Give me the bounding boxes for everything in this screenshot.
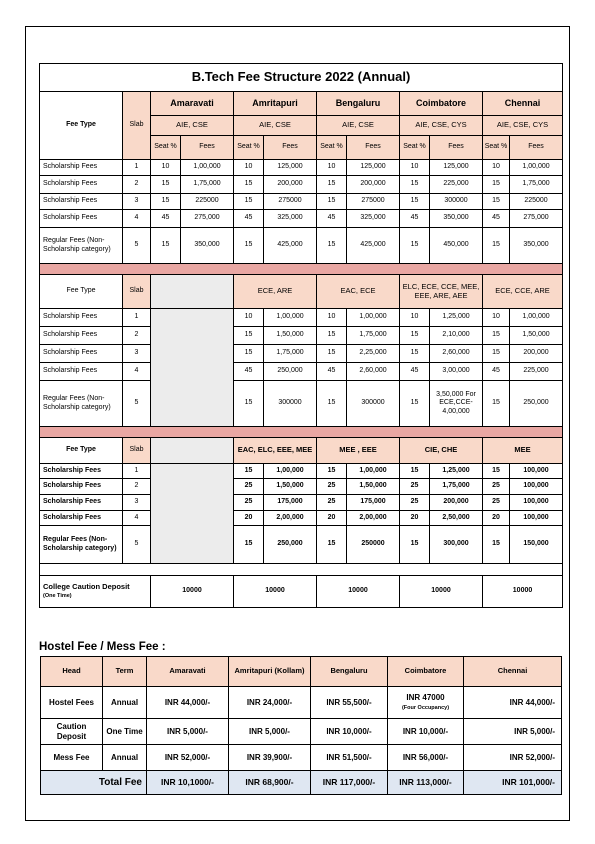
seat-cell: 15 bbox=[317, 327, 347, 345]
fees-header: Fees bbox=[347, 136, 400, 160]
seat-cell: 10 bbox=[317, 160, 347, 176]
table-row bbox=[40, 381, 563, 427]
fee-cell: 1,25,000 bbox=[430, 464, 483, 479]
slab-cell: 2 bbox=[123, 479, 151, 495]
seat-header: Seat % bbox=[483, 136, 510, 160]
fee-cell: 225000 bbox=[181, 194, 234, 210]
fee-cell: 300,000 bbox=[430, 526, 483, 564]
occupancy-note: (Four Occupancy) bbox=[401, 705, 450, 712]
seat-cell: 15 bbox=[317, 526, 347, 564]
separator-cell bbox=[40, 264, 563, 275]
fee-cell: 1,00,000 bbox=[264, 309, 317, 327]
seat-cell: 15 bbox=[483, 176, 510, 194]
hostel-value: INR 5,000/- bbox=[514, 726, 555, 736]
seat-cell: 25 bbox=[317, 495, 347, 511]
seat-cell: 45 bbox=[483, 210, 510, 228]
branch-header: ECE, CCE, ARE bbox=[483, 275, 563, 309]
table-row bbox=[40, 210, 563, 228]
slab-header: Slab bbox=[123, 275, 151, 309]
hostel-row bbox=[41, 687, 562, 719]
fee-cell: 3,50,000 For ECE,CCE- 4,00,000 bbox=[430, 381, 483, 427]
fee-cell: 2,10,000 bbox=[430, 327, 483, 345]
branch-header: AIE, CSE bbox=[234, 116, 317, 136]
fee-cell: 1,00,000 bbox=[347, 464, 400, 479]
seat-cell: 20 bbox=[483, 511, 510, 526]
fee-cell: 350,000 bbox=[430, 210, 483, 228]
seat-cell: 25 bbox=[400, 495, 430, 511]
fee-cell: 1,50,000 bbox=[347, 479, 400, 495]
total-value: INR 68,900/- bbox=[229, 771, 311, 795]
seat-cell: 10 bbox=[400, 309, 430, 327]
seat-cell: 15 bbox=[483, 526, 510, 564]
hostel-header-cell: Chennai bbox=[464, 657, 562, 687]
table-row bbox=[40, 194, 563, 210]
seat-cell: 45 bbox=[234, 363, 264, 381]
fee-type-cell: Regular Fees (Non-Scholarship category) bbox=[40, 526, 123, 564]
section-header-row bbox=[40, 438, 563, 464]
seat-cell: 15 bbox=[483, 345, 510, 363]
fee-cell: 300000 bbox=[264, 381, 317, 427]
hostel-value-cell bbox=[464, 687, 562, 719]
total-value: INR 10,1000/- bbox=[147, 771, 229, 795]
seat-cell: 45 bbox=[234, 210, 264, 228]
hostel-value-cell bbox=[388, 719, 464, 745]
seat-cell: 20 bbox=[234, 511, 264, 526]
seat-cell: 15 bbox=[400, 381, 430, 427]
fees-header: Fees bbox=[510, 136, 563, 160]
seat-cell: 15 bbox=[317, 194, 347, 210]
fee-cell: 1,00,000 bbox=[510, 160, 563, 176]
branch-header: EAC, ELC, EEE, MEE bbox=[234, 438, 317, 464]
slab-cell: 4 bbox=[123, 511, 151, 526]
fee-cell: 1,00,000 bbox=[264, 464, 317, 479]
seat-cell: 15 bbox=[234, 228, 264, 264]
hostel-header-cell: Head bbox=[41, 657, 103, 687]
seat-cell: 15 bbox=[234, 194, 264, 210]
seat-cell: 25 bbox=[234, 495, 264, 511]
seat-cell: 15 bbox=[483, 381, 510, 427]
seat-cell: 45 bbox=[317, 363, 347, 381]
seat-cell: 15 bbox=[483, 228, 510, 264]
fee-type-cell: Regular Fees (Non-Scholarship category) bbox=[40, 228, 123, 264]
table-row bbox=[40, 327, 563, 345]
hostel-head-cell: Caution Deposit bbox=[41, 719, 103, 745]
fee-cell: 250,000 bbox=[264, 363, 317, 381]
fee-cell: 200,000 bbox=[347, 176, 400, 194]
fee-cell: 425,000 bbox=[264, 228, 317, 264]
hostel-header-cell: Bengaluru bbox=[311, 657, 388, 687]
fee-cell: 100,000 bbox=[510, 464, 563, 479]
seat-cell: 15 bbox=[400, 228, 430, 264]
spacer-row bbox=[40, 564, 563, 576]
hostel-value: INR 10,000/- bbox=[326, 726, 372, 736]
fee-cell: 175,000 bbox=[264, 495, 317, 511]
empty-campus-cell bbox=[151, 309, 234, 427]
hostel-header-cell: Amritapuri (Kollam) bbox=[229, 657, 311, 687]
fee-type-cell: Scholarship Fees bbox=[40, 309, 123, 327]
total-label: Total Fee bbox=[41, 771, 147, 795]
table-row bbox=[40, 176, 563, 194]
empty-campus-cell bbox=[151, 464, 234, 564]
seat-cell: 10 bbox=[234, 309, 264, 327]
seat-cell: 15 bbox=[234, 464, 264, 479]
hostel-value-cell bbox=[147, 687, 229, 719]
fee-cell: 2,00,000 bbox=[347, 511, 400, 526]
table-row bbox=[40, 526, 563, 564]
hostel-fee-table bbox=[40, 656, 562, 795]
fee-cell: 125,000 bbox=[347, 160, 400, 176]
fee-cell: 200,000 bbox=[430, 495, 483, 511]
fee-cell: 325,000 bbox=[347, 210, 400, 228]
table-row bbox=[40, 479, 563, 495]
caution-label-cell bbox=[40, 576, 151, 608]
seat-cell: 10 bbox=[483, 160, 510, 176]
slab-cell: 4 bbox=[123, 363, 151, 381]
fee-type-header: Fee Type bbox=[40, 92, 123, 160]
seat-cell: 10 bbox=[151, 160, 181, 176]
seat-cell: 15 bbox=[400, 327, 430, 345]
campus-header: Amaravati bbox=[151, 92, 234, 116]
hostel-head-cell: Hostel Fees bbox=[41, 687, 103, 719]
branch-header: MEE bbox=[483, 438, 563, 464]
hostel-head-cell: Mess Fee bbox=[41, 745, 103, 771]
branch-header: AIE, CSE, CYS bbox=[483, 116, 563, 136]
fee-cell: 450,000 bbox=[430, 228, 483, 264]
seat-header: Seat % bbox=[317, 136, 347, 160]
hostel-value-cell bbox=[388, 687, 464, 719]
slab-cell: 2 bbox=[123, 176, 151, 194]
slab-cell: 5 bbox=[123, 381, 151, 427]
section-header-row bbox=[40, 275, 563, 309]
slab-cell: 1 bbox=[123, 309, 151, 327]
hostel-section-title: Hostel Fee / Mess Fee : bbox=[39, 641, 166, 653]
fee-cell: 275,000 bbox=[181, 210, 234, 228]
fee-type-cell: Scholarship Fees bbox=[40, 210, 123, 228]
fee-cell: 300000 bbox=[347, 381, 400, 427]
fee-cell: 1,00,000 bbox=[510, 309, 563, 327]
hostel-header-cell: Amaravati bbox=[147, 657, 229, 687]
slab-header: Slab bbox=[123, 438, 151, 464]
fees-header: Fees bbox=[181, 136, 234, 160]
spacer-cell bbox=[40, 564, 563, 576]
fee-type-header: Fee Type bbox=[40, 438, 123, 464]
fee-cell: 1,75,000 bbox=[347, 327, 400, 345]
fee-cell: 1,00,000 bbox=[347, 309, 400, 327]
fee-cell: 225,000 bbox=[510, 363, 563, 381]
seat-cell: 15 bbox=[317, 176, 347, 194]
table-row bbox=[40, 495, 563, 511]
seat-cell: 15 bbox=[400, 176, 430, 194]
fee-cell: 425,000 bbox=[347, 228, 400, 264]
fee-cell: 125,000 bbox=[430, 160, 483, 176]
fee-type-cell: Scholarship Fees bbox=[40, 479, 123, 495]
caution-value: 10000 bbox=[234, 576, 317, 608]
branch-header: ECE, ARE bbox=[234, 275, 317, 309]
seat-cell: 15 bbox=[483, 194, 510, 210]
section-separator bbox=[40, 264, 563, 275]
seat-cell: 25 bbox=[234, 479, 264, 495]
slab-cell: 3 bbox=[123, 194, 151, 210]
branch-header: MEE , EEE bbox=[317, 438, 400, 464]
fee-cell: 2,25,000 bbox=[347, 345, 400, 363]
empty-campus-cell bbox=[151, 438, 234, 464]
fee-cell: 350,000 bbox=[510, 228, 563, 264]
total-row bbox=[41, 771, 562, 795]
hostel-row bbox=[41, 719, 562, 745]
fee-cell: 1,00,000 bbox=[181, 160, 234, 176]
caution-row bbox=[40, 576, 563, 608]
seat-cell: 20 bbox=[400, 511, 430, 526]
caution-value: 10000 bbox=[483, 576, 563, 608]
table-row bbox=[40, 345, 563, 363]
branch-header: AIE, CSE bbox=[151, 116, 234, 136]
hostel-value: INR 24,000/- bbox=[246, 697, 293, 707]
hostel-value-cell bbox=[388, 745, 464, 771]
branch-header: ELC, ECE, CCE, MEE, EEE, ARE, AEE bbox=[400, 275, 483, 309]
total-value: INR 101,000/- bbox=[464, 771, 562, 795]
hostel-value-cell bbox=[311, 687, 388, 719]
hostel-header-cell: Term bbox=[103, 657, 147, 687]
hostel-value-cell bbox=[147, 745, 229, 771]
fee-cell: 225,000 bbox=[430, 176, 483, 194]
campus-header: Bengaluru bbox=[317, 92, 400, 116]
fee-cell: 1,75,000 bbox=[264, 345, 317, 363]
hostel-value: INR 39,900/- bbox=[246, 752, 293, 762]
fee-cell: 2,00,000 bbox=[264, 511, 317, 526]
fee-cell: 250,000 bbox=[510, 381, 563, 427]
table-row bbox=[40, 160, 563, 176]
seat-header: Seat % bbox=[400, 136, 430, 160]
fee-cell: 275000 bbox=[264, 194, 317, 210]
fee-cell: 3,00,000 bbox=[430, 363, 483, 381]
caution-sublabel: (One Time) bbox=[43, 593, 72, 599]
slab-cell: 3 bbox=[123, 345, 151, 363]
table-row bbox=[40, 309, 563, 327]
fee-cell: 275,000 bbox=[510, 210, 563, 228]
hostel-header-cell: Coimbatore bbox=[388, 657, 464, 687]
caution-label: College Caution Deposit bbox=[43, 581, 130, 591]
branch-header: AIE, CSE, CYS bbox=[400, 116, 483, 136]
seat-cell: 10 bbox=[483, 309, 510, 327]
seat-cell: 15 bbox=[483, 327, 510, 345]
seat-cell: 15 bbox=[317, 345, 347, 363]
branch-header: AIE, CSE bbox=[317, 116, 400, 136]
hostel-header-row bbox=[41, 657, 562, 687]
fee-cell: 200,000 bbox=[510, 345, 563, 363]
hostel-value-cell bbox=[464, 719, 562, 745]
empty-campus-cell bbox=[151, 275, 234, 309]
seat-cell: 15 bbox=[234, 345, 264, 363]
fee-type-cell: Scholarship Fees bbox=[40, 160, 123, 176]
seat-cell: 45 bbox=[400, 363, 430, 381]
fee-cell: 250,000 bbox=[264, 526, 317, 564]
seat-cell: 15 bbox=[400, 464, 430, 479]
fee-type-cell: Regular Fees (Non-Scholarship category) bbox=[40, 381, 123, 427]
fee-cell: 1,75,000 bbox=[510, 176, 563, 194]
seat-cell: 15 bbox=[151, 194, 181, 210]
caution-value: 10000 bbox=[317, 576, 400, 608]
total-value: INR 113,000/- bbox=[388, 771, 464, 795]
campus-header: Coimbatore bbox=[400, 92, 483, 116]
branch-header: CIE, CHE bbox=[400, 438, 483, 464]
section-separator bbox=[40, 427, 563, 438]
slab-cell: 5 bbox=[123, 228, 151, 264]
hostel-value: INR 5,000/- bbox=[249, 726, 290, 736]
seat-cell: 45 bbox=[483, 363, 510, 381]
fee-type-cell: Scholarship Fees bbox=[40, 363, 123, 381]
hostel-term-cell: Annual bbox=[103, 745, 147, 771]
seat-cell: 20 bbox=[317, 511, 347, 526]
fee-cell: 100,000 bbox=[510, 511, 563, 526]
fee-cell: 1,25,000 bbox=[430, 309, 483, 327]
seat-cell: 15 bbox=[234, 381, 264, 427]
branch-header: EAC, ECE bbox=[317, 275, 400, 309]
fee-type-cell: Scholarship Fees bbox=[40, 194, 123, 210]
hostel-value: INR 10,000/- bbox=[402, 726, 449, 736]
fee-type-cell: Scholarship Fees bbox=[40, 511, 123, 526]
seat-cell: 15 bbox=[151, 228, 181, 264]
fee-type-cell: Scholarship Fees bbox=[40, 327, 123, 345]
campus-header: Amritapuri bbox=[234, 92, 317, 116]
table-row bbox=[40, 228, 563, 264]
fee-cell: 225000 bbox=[510, 194, 563, 210]
fee-cell: 275000 bbox=[347, 194, 400, 210]
campus-header: Chennai bbox=[483, 92, 563, 116]
seat-cell: 15 bbox=[400, 526, 430, 564]
fee-cell: 325,000 bbox=[264, 210, 317, 228]
slab-cell: 3 bbox=[123, 495, 151, 511]
hostel-row bbox=[41, 745, 562, 771]
slab-header: Slab bbox=[123, 92, 151, 160]
hostel-value: INR 44,000/- bbox=[164, 697, 211, 707]
fee-cell: 150,000 bbox=[510, 526, 563, 564]
seat-cell: 15 bbox=[151, 176, 181, 194]
fee-cell: 175,000 bbox=[347, 495, 400, 511]
slab-cell: 2 bbox=[123, 327, 151, 345]
hostel-term-cell: Annual bbox=[103, 687, 147, 719]
fee-type-cell: Scholarship Fees bbox=[40, 464, 123, 479]
hostel-term-cell: One Time bbox=[103, 719, 147, 745]
seat-cell: 10 bbox=[400, 160, 430, 176]
fee-cell: 1,50,000 bbox=[264, 327, 317, 345]
hostel-value-cell bbox=[311, 745, 388, 771]
slab-cell: 4 bbox=[123, 210, 151, 228]
seat-cell: 15 bbox=[400, 345, 430, 363]
hostel-value: INR 51,500/- bbox=[326, 752, 372, 762]
table-row bbox=[40, 511, 563, 526]
fees-header: Fees bbox=[264, 136, 317, 160]
seat-cell: 15 bbox=[234, 526, 264, 564]
fee-cell: 2,50,000 bbox=[430, 511, 483, 526]
hostel-value: INR 56,000/- bbox=[402, 752, 449, 762]
seat-cell: 15 bbox=[234, 176, 264, 194]
fee-cell: 1,50,000 bbox=[510, 327, 563, 345]
fee-type-cell: Scholarship Fees bbox=[40, 176, 123, 194]
fee-cell: 2,60,000 bbox=[430, 345, 483, 363]
seat-cell: 10 bbox=[234, 160, 264, 176]
hostel-value-cell bbox=[147, 719, 229, 745]
seat-cell: 25 bbox=[317, 479, 347, 495]
fee-cell: 100,000 bbox=[510, 495, 563, 511]
slab-cell: 1 bbox=[123, 464, 151, 479]
fee-cell: 125,000 bbox=[264, 160, 317, 176]
hostel-value: INR 44,000/- bbox=[509, 697, 555, 707]
caution-value: 10000 bbox=[151, 576, 234, 608]
seat-cell: 15 bbox=[400, 194, 430, 210]
table-row bbox=[40, 464, 563, 479]
fee-cell: 300000 bbox=[430, 194, 483, 210]
fee-cell: 2,60,000 bbox=[347, 363, 400, 381]
fee-type-cell: Scholarship Fees bbox=[40, 345, 123, 363]
fee-cell: 100,000 bbox=[510, 479, 563, 495]
separator-cell bbox=[40, 427, 563, 438]
hostel-value: INR 5,000/- bbox=[167, 726, 208, 736]
seat-cell: 45 bbox=[151, 210, 181, 228]
slab-cell: 1 bbox=[123, 160, 151, 176]
seat-cell: 10 bbox=[317, 309, 347, 327]
hostel-value: INR 47000 bbox=[406, 693, 445, 703]
fee-type-header: Fee Type bbox=[40, 275, 123, 309]
seat-header: Seat % bbox=[234, 136, 264, 160]
seat-cell: 25 bbox=[400, 479, 430, 495]
fee-cell: 1,75,000 bbox=[430, 479, 483, 495]
caution-value: 10000 bbox=[400, 576, 483, 608]
hostel-value: INR 55,500/- bbox=[326, 697, 372, 707]
fees-header: Fees bbox=[430, 136, 483, 160]
fee-structure-table bbox=[39, 63, 563, 608]
hostel-value: INR 52,000/- bbox=[509, 752, 555, 762]
fee-type-cell: Scholarship Fees bbox=[40, 495, 123, 511]
hostel-value: INR 52,000/- bbox=[164, 752, 211, 762]
seat-cell: 15 bbox=[483, 464, 510, 479]
seat-header: Seat % bbox=[151, 136, 181, 160]
hostel-value-cell bbox=[311, 719, 388, 745]
slab-cell: 5 bbox=[123, 526, 151, 564]
hostel-value-cell bbox=[229, 719, 311, 745]
hostel-value-cell bbox=[464, 745, 562, 771]
seat-cell: 15 bbox=[317, 464, 347, 479]
fee-cell: 1,75,000 bbox=[181, 176, 234, 194]
table-row bbox=[40, 363, 563, 381]
page-title: B.Tech Fee Structure 2022 (Annual) bbox=[40, 64, 563, 92]
seat-cell: 15 bbox=[317, 228, 347, 264]
total-value: INR 117,000/- bbox=[311, 771, 388, 795]
seat-cell: 15 bbox=[317, 381, 347, 427]
seat-cell: 25 bbox=[483, 479, 510, 495]
fee-cell: 1,50,000 bbox=[264, 479, 317, 495]
seat-cell: 45 bbox=[400, 210, 430, 228]
hostel-value-cell bbox=[229, 687, 311, 719]
fee-cell: 350,000 bbox=[181, 228, 234, 264]
fee-cell: 250000 bbox=[347, 526, 400, 564]
fee-cell: 200,000 bbox=[264, 176, 317, 194]
seat-cell: 45 bbox=[317, 210, 347, 228]
seat-cell: 15 bbox=[234, 327, 264, 345]
hostel-value-cell bbox=[229, 745, 311, 771]
seat-cell: 25 bbox=[483, 495, 510, 511]
